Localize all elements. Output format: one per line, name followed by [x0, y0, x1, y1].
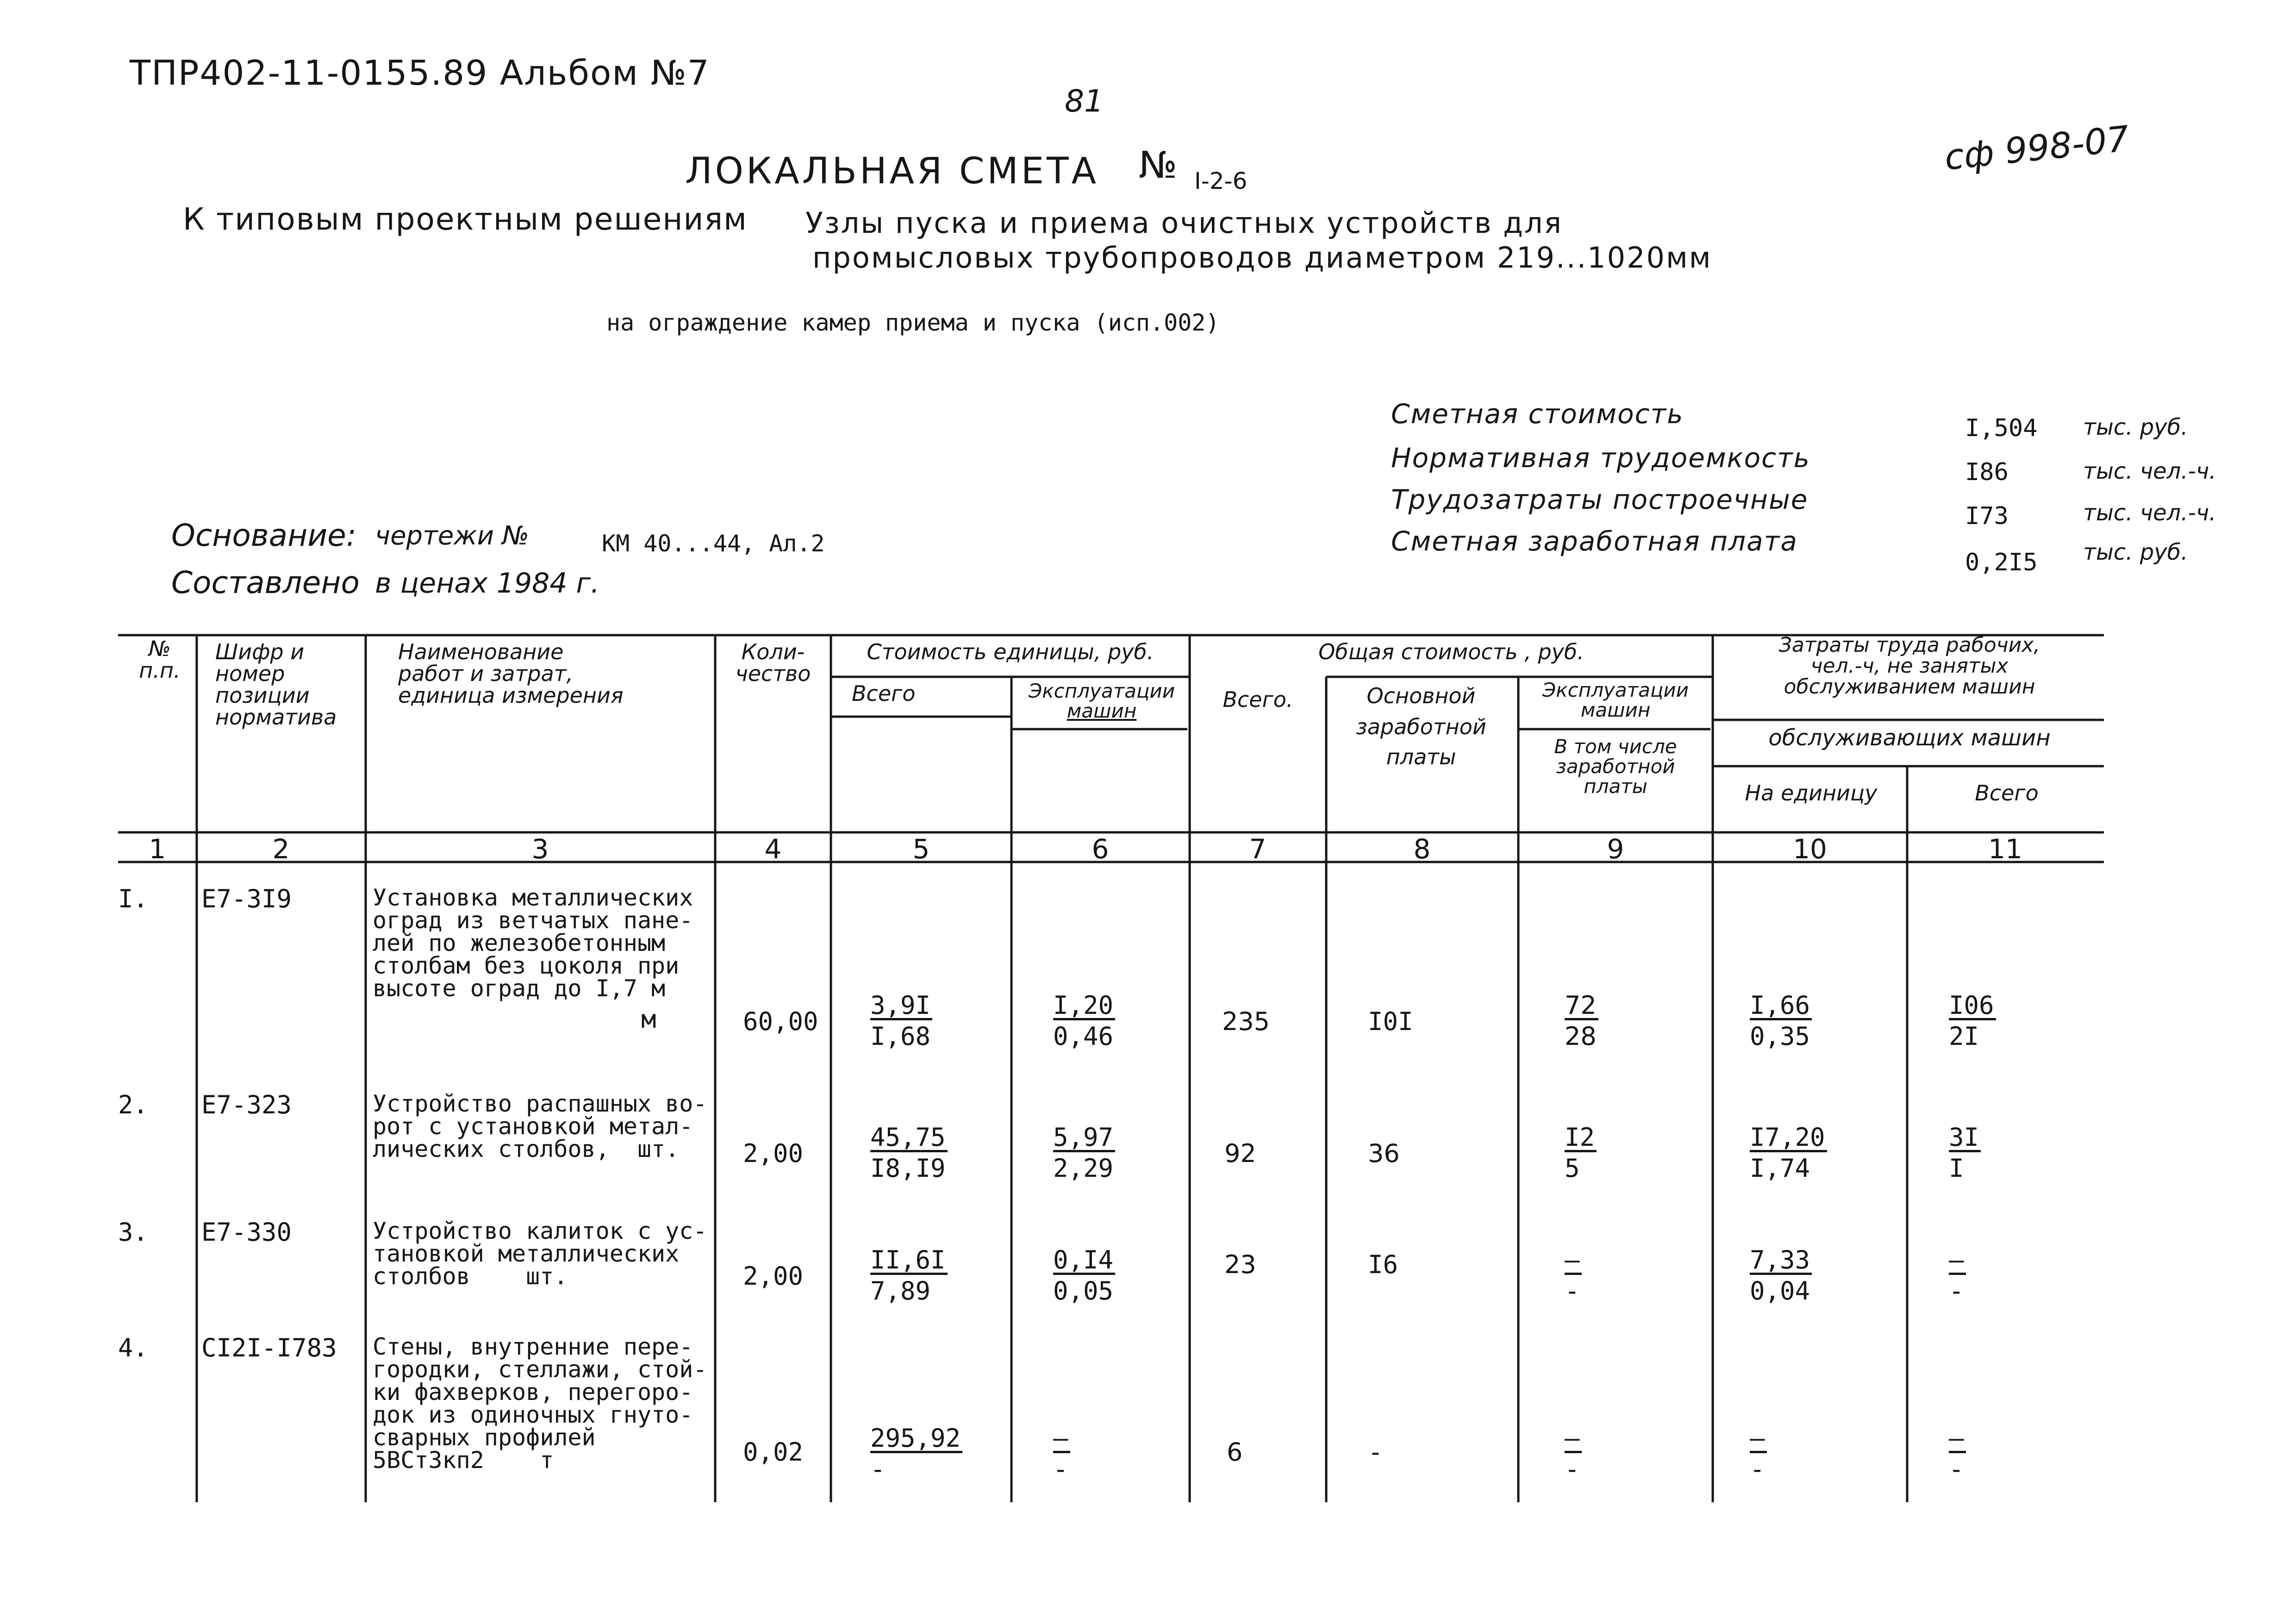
row-2-unit-total: $\frac{45,75}{I8,I9}$: [870, 1123, 948, 1181]
row-3-unit-machines: $\frac{0,I4}{0,05}$: [1053, 1245, 1115, 1304]
row-3-labor-per-unit: $\frac{7,33}{0,04}$: [1750, 1245, 1812, 1304]
summary-label-salary: Сметная заработная плата: [1391, 525, 1798, 557]
basis-drawings-label: чертежи №: [375, 521, 530, 551]
summary-unit-salary: тыс. руб.: [2083, 539, 2188, 565]
th-labor-per-unit: На единицу: [1745, 781, 1878, 806]
col-num-5: 5: [912, 833, 930, 865]
summary-value-cost: I,504: [1965, 414, 2038, 442]
th-total-all: Всего.: [1223, 687, 1293, 712]
th-total-salary: Основной заработной платы: [1356, 683, 1486, 769]
row-2-code: Е7-323: [201, 1090, 292, 1119]
col-num-11: 11: [1988, 833, 2022, 865]
estimate-number-sign: №: [1139, 144, 1178, 187]
th-labor-sub: обслуживающих машин: [1768, 725, 2051, 751]
row-3-number: 3.: [118, 1218, 149, 1247]
row-4-salary: -: [1368, 1437, 1383, 1467]
row-2-description: Устройство распашных во- рот с установкой метал- лических столбов, шт.: [373, 1090, 707, 1162]
summary-label-labor: Нормативная трудоемкость: [1391, 442, 1810, 474]
summary-label-site-labor: Трудозатраты построечные: [1391, 484, 1809, 515]
handwritten-stamp: сф 998-07: [1942, 118, 2131, 178]
row-4-quantity: 0,02: [743, 1437, 804, 1467]
col-num-9: 9: [1607, 833, 1624, 865]
row-3-salary: I6: [1368, 1250, 1398, 1279]
row-2-salary: 36: [1368, 1139, 1400, 1168]
col-num-6: 6: [1092, 833, 1109, 865]
col-num-4: 4: [764, 833, 782, 865]
basis-label: Основание:: [171, 518, 356, 553]
row-2-quantity: 2,00: [743, 1139, 804, 1168]
page-number: 81: [1065, 83, 1104, 119]
row-1-unit-total: $\frac{3,9I}{I,68}$: [870, 991, 932, 1049]
row-2-machines: $\frac{I2}{5}$: [1565, 1123, 1597, 1181]
estimate-title: ЛОКАЛЬНАЯ СМЕТА: [685, 150, 1099, 192]
th-unit-machines: Эксплуатации машин: [1028, 680, 1175, 722]
compiled-prices-text: в ценах 1984 г.: [375, 567, 600, 600]
summary-value-salary: 0,2I5: [1965, 549, 2038, 576]
row-2-unit-machines: $\frac{5,97}{2,29}$: [1053, 1123, 1115, 1181]
th-name: Наименование работ и затрат, единица измерения: [398, 639, 624, 708]
row-1-machines: $\frac{72}{28}$: [1565, 991, 1598, 1049]
row-2-total: 92: [1224, 1139, 1256, 1168]
th-number: № п.п.: [139, 636, 181, 683]
row-1-unit-machines: $\frac{I,20}{0,46}$: [1053, 991, 1115, 1049]
row-3-code: Е7-330: [201, 1218, 292, 1247]
col-num-1: 1: [149, 833, 166, 865]
row-1-labor-total: $\frac{I06}{2I}$: [1949, 991, 1996, 1049]
estimate-number: I-2-6: [1194, 168, 1248, 194]
row-4-labor-per-unit: – -: [1750, 1424, 1767, 1482]
th-labor: Затраты труда рабочих, чел.-ч, не занятых обслуживанием машин: [1778, 633, 2040, 699]
row-4-labor-total: – -: [1949, 1424, 1966, 1482]
th-code: Шифр и номер позиции норматива: [215, 639, 337, 730]
row-1-salary: I0I: [1368, 1007, 1413, 1036]
row-4-machines: – -: [1565, 1424, 1582, 1482]
row-1-description: Установка металлических оград из ветчатых пане- лей по железобетонным столбам без цоколя при высоте оград до I,7 м: [373, 884, 693, 1002]
row-4-total: 6: [1227, 1437, 1243, 1467]
row-3-unit-total: $\frac{II,6I}{7,89}$: [870, 1245, 948, 1304]
row-1-quantity: 60,00: [743, 1007, 818, 1036]
row-1-number: I.: [118, 884, 149, 913]
row-1-unit: м: [641, 1005, 656, 1034]
summary-unit-labor: тыс. чел.-ч.: [2083, 458, 2216, 484]
summary-value-labor: I86: [1965, 458, 2009, 486]
design-solutions-label: К типовым проектным решениям: [183, 201, 748, 237]
row-4-unit-machines: – -: [1053, 1424, 1070, 1482]
row-1-labor-per-unit: $\frac{I,66}{0,35}$: [1750, 991, 1812, 1049]
summary-unit-site-labor: тыс. чел.-ч.: [2083, 500, 2216, 526]
summary-unit-cost: тыс. руб.: [2083, 414, 2188, 440]
row-3-labor-total: – -: [1949, 1245, 1966, 1304]
th-total-machines: Эксплуатации машин: [1542, 679, 1689, 721]
th-labor-total: Всего: [1975, 781, 2039, 806]
row-4-number: 4.: [118, 1333, 149, 1362]
row-4-description: Стены, внутренние пере- городки, стеллажи, стой- ки фахверков, перегоро- док из одиночных гнуто- сварных профилей 5ВСт3кп2 т: [373, 1333, 707, 1474]
row-2-labor-per-unit: $\frac{I7,20}{I,74}$: [1750, 1123, 1827, 1181]
row-3-total: 23: [1224, 1250, 1256, 1279]
row-4-code: СI2I-I783: [201, 1333, 337, 1362]
th-unit-total: Всего: [852, 681, 916, 706]
estimate-subtitle: на ограждение камер приема и пуска (исп.002): [606, 309, 1220, 336]
row-2-labor-total: $\frac{3I}{I}$: [1949, 1123, 1981, 1181]
row-2-number: 2.: [118, 1090, 149, 1119]
compiled-label: Составлено: [171, 565, 360, 600]
row-1-code: Е7-3I9: [201, 884, 292, 913]
document-code: ТПР402-11-0155.89 Альбом №7: [130, 53, 710, 93]
summary-value-site-labor: I73: [1965, 502, 2009, 530]
row-3-description: Устройство калиток с ус- тановкой металлических столбов шт.: [373, 1218, 707, 1290]
object-title-line2: промысловых трубопроводов диаметром 219...1020мм: [812, 241, 1712, 275]
th-unit-cost: Стоимость единицы, руб.: [867, 639, 1154, 664]
th-total-cost: Общая стоимость , руб.: [1318, 639, 1584, 664]
col-num-8: 8: [1413, 833, 1431, 865]
col-num-2: 2: [272, 833, 290, 865]
th-total-machines-salary: В том числе заработной платы: [1554, 735, 1677, 798]
basis-reference: КМ 40...44, Ал.2: [602, 530, 825, 557]
object-title-line1: Узлы пуска и приема очистных устройств для: [805, 206, 1563, 240]
col-num-10: 10: [1793, 833, 1827, 865]
row-3-machines: – -: [1565, 1245, 1582, 1304]
th-quantity: Коли- чество: [735, 639, 811, 686]
row-1-total: 235: [1222, 1007, 1270, 1036]
col-num-7: 7: [1249, 833, 1267, 865]
col-num-3: 3: [531, 833, 549, 865]
summary-label-cost: Сметная стоимость: [1391, 398, 1684, 430]
row-3-quantity: 2,00: [743, 1262, 804, 1291]
row-4-unit-total: 295,92 -: [870, 1424, 962, 1482]
